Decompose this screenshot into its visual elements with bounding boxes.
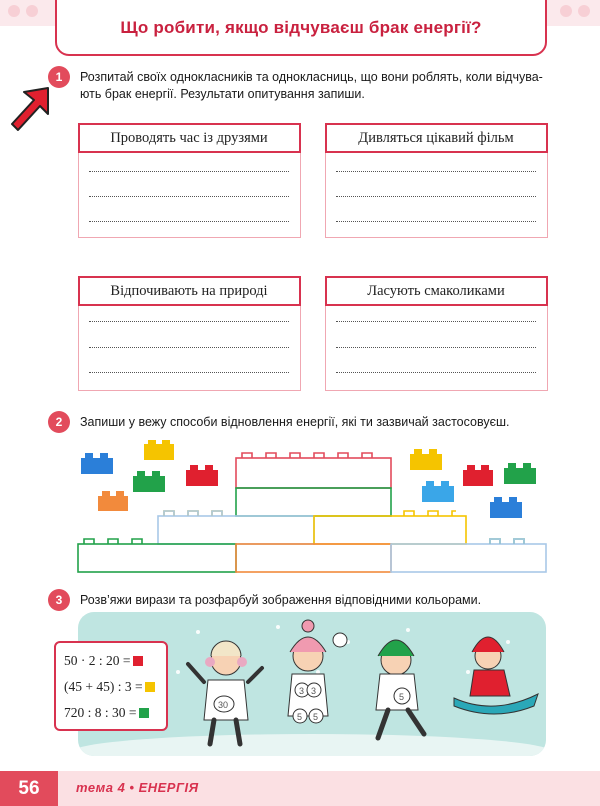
writing-line[interactable]: [89, 321, 289, 322]
expression-row: [64, 705, 149, 721]
writing-line[interactable]: [336, 221, 536, 222]
task1-text: [80, 69, 560, 103]
task-number-1: 1: [48, 66, 70, 88]
lego-block-blue-3: [490, 497, 522, 518]
footer-topic: тема 4 • ЕНЕРГІЯ: [76, 780, 199, 795]
writing-line[interactable]: [336, 321, 536, 322]
lego-block-green-2: [504, 463, 536, 484]
writing-line[interactable]: [89, 221, 289, 222]
figure-number: 3: [311, 686, 317, 696]
task-number-3: 3: [48, 589, 70, 611]
writing-line[interactable]: [336, 171, 536, 172]
expression-text: (45 + 45) : 3 =: [64, 679, 143, 694]
lego-block-yellow: [144, 440, 174, 460]
lego-block-red-2: [463, 465, 493, 486]
answer-card-treats: [325, 276, 548, 391]
pointer-arrow-icon: [4, 84, 60, 140]
card-title: Дивляться цікавий фільм: [325, 123, 548, 153]
writing-line[interactable]: [336, 372, 536, 373]
task3-text: Розв’яжи вирази та розфарбуй зображення відповідними кольорами.: [80, 593, 482, 607]
brick-tower: [70, 440, 550, 576]
figure-number: 5: [297, 712, 303, 722]
yellow-square-icon: [145, 682, 155, 692]
writing-line[interactable]: [89, 372, 289, 373]
card-title: Ласують смаколиками: [325, 276, 548, 306]
task-number-2: 2: [48, 411, 70, 433]
figure-number: 5: [313, 712, 319, 722]
page-title: Що робити, якщо відчуваєш брак енергії?: [120, 18, 482, 37]
lego-block-blue: [81, 453, 113, 474]
writing-line[interactable]: [336, 196, 536, 197]
expression-row: [64, 679, 155, 695]
green-square-icon: [139, 708, 149, 718]
answer-card-nature: [78, 276, 301, 391]
answer-card-film: [325, 123, 548, 238]
writing-line[interactable]: [89, 171, 289, 172]
lego-block-yellow-2: [410, 449, 442, 470]
expression-text: 50 · 2 : 20 =: [64, 653, 131, 668]
expressions-panel: [54, 641, 168, 731]
figure-number: 5: [399, 692, 405, 702]
task1-text-line1: Розпитай своїх однокласників та однокласниць, що вони роблять, коли відчува-: [80, 70, 543, 84]
writing-line[interactable]: [336, 347, 536, 348]
red-square-icon: [133, 656, 143, 666]
lego-block-green: [133, 471, 165, 492]
writing-line[interactable]: [89, 347, 289, 348]
lego-block-red: [186, 465, 218, 486]
expression-row: [64, 653, 143, 669]
answer-card-friends: [78, 123, 301, 238]
task1-text-line2: ють брак енергії. Результати опитування запиши.: [80, 87, 365, 101]
page-number: 56: [0, 771, 58, 806]
figure-number: 3: [299, 686, 305, 696]
task2-text: Запиши у вежу способи відновлення енергії, які ти зазвичай застосовуєш.: [80, 415, 510, 429]
lego-block-blue-2: [422, 481, 454, 502]
card-title: Проводять час із друзями: [78, 123, 301, 153]
card-title: Відпочивають на природі: [78, 276, 301, 306]
writing-line[interactable]: [89, 196, 289, 197]
lego-block-orange: [98, 491, 128, 511]
expression-text: 720 : 8 : 30 =: [64, 705, 137, 720]
figure-number: 30: [218, 700, 229, 710]
